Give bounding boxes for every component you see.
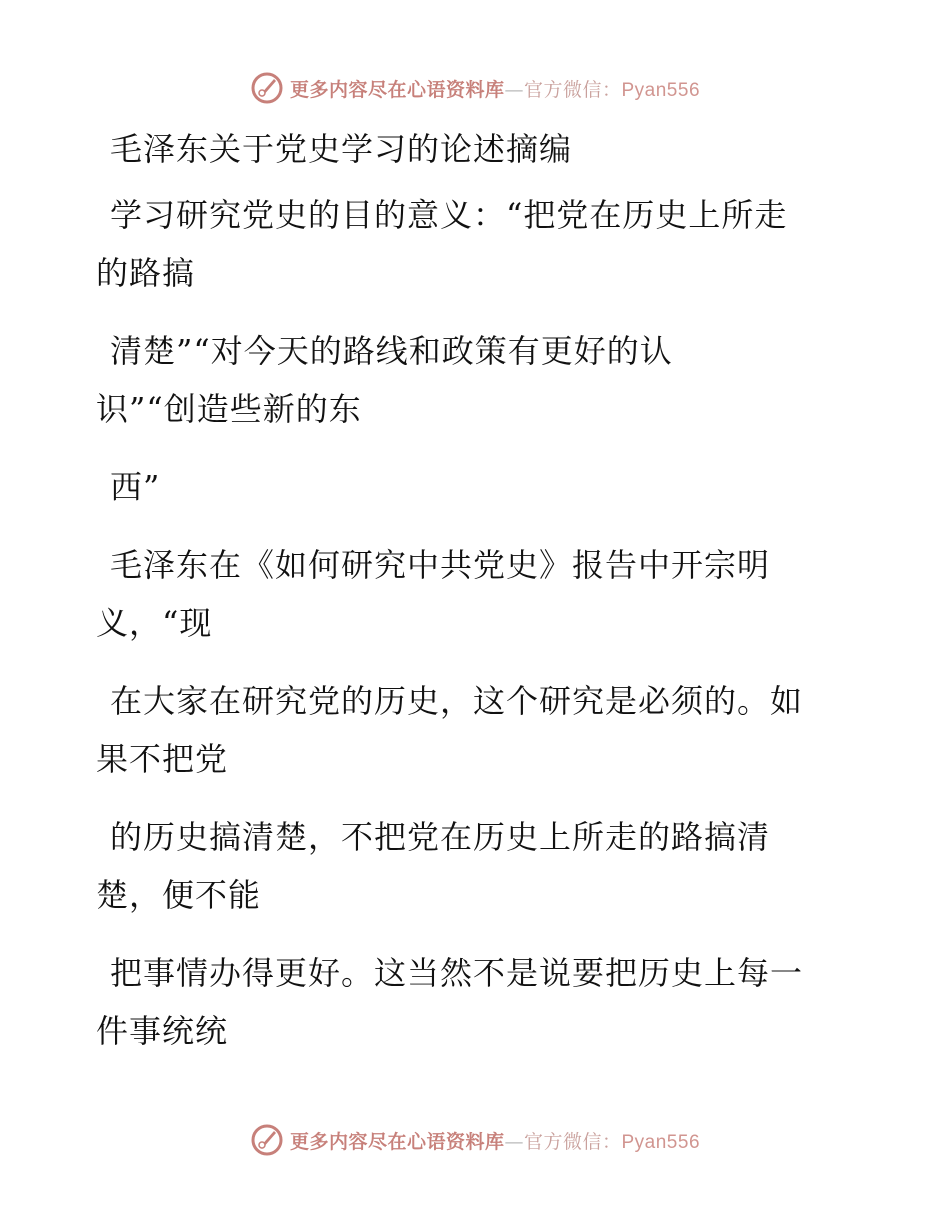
paragraph-line: 把事情办得更好。这当然不是说要把历史上每一: [110, 954, 804, 992]
watermark-separator: —: [504, 1130, 524, 1153]
paragraph-line: 清楚”“对今天的路线和政策有更好的认: [110, 332, 673, 370]
paragraph-line: 义，“现: [96, 604, 213, 642]
paragraph-line: 的路搞: [96, 254, 196, 292]
paragraph-line: 果不把党: [96, 740, 229, 778]
watermark-separator: —: [504, 78, 524, 101]
watermark-wechat-label: 官方微信：: [523, 78, 622, 101]
paragraph: [96, 536, 856, 652]
paragraph: [96, 186, 856, 302]
watermark-wechat-label: 官方微信：: [523, 1130, 622, 1153]
header-watermark: [0, 68, 950, 108]
document-title: [96, 120, 856, 178]
watermark-brand: 更多内容尽在心语资料库: [289, 1130, 505, 1153]
paragraph: [96, 672, 856, 788]
quill-seal-icon: [250, 1123, 284, 1157]
paragraph-line: 件事统统: [96, 1012, 229, 1050]
paragraph-line: 识”“创造些新的东: [96, 390, 362, 428]
footer-watermark: [0, 1120, 950, 1160]
paragraph: [96, 322, 856, 438]
paragraph-line: 毛泽东在《如何研究中共党史》报告中开宗明: [110, 546, 771, 584]
paragraph-line: 学习研究党史的目的意义：“把党在历史上所走: [110, 196, 788, 234]
watermark-text: [290, 1127, 700, 1154]
document-body: [96, 120, 856, 1060]
title-line: 毛泽东关于党史学习的论述摘编: [110, 130, 573, 168]
paragraph-line: 在大家在研究党的历史，这个研究是必须的。如: [110, 682, 804, 720]
watermark-brand: 更多内容尽在心语资料库: [289, 78, 505, 101]
paragraph: [96, 458, 856, 516]
paragraph-line: 的历史搞清楚，不把党在历史上所走的路搞清: [110, 818, 771, 856]
watermark-wechat-id: Pyan556: [621, 1131, 701, 1153]
quill-seal-icon: [250, 71, 284, 105]
watermark-text: [290, 75, 700, 102]
paragraph-line: 楚，便不能: [96, 876, 262, 914]
paragraph: [96, 944, 856, 1060]
paragraph: [96, 808, 856, 924]
paragraph-line: 西”: [110, 468, 161, 506]
watermark-wechat-id: Pyan556: [621, 79, 701, 101]
